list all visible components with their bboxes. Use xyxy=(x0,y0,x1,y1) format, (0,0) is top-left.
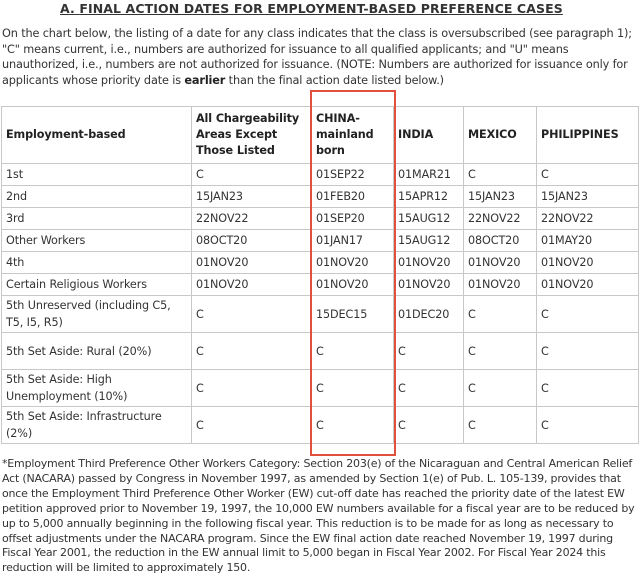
date-cell: C xyxy=(192,407,312,444)
date-cell: 01FEB20 xyxy=(312,186,394,208)
category-cell: 2nd xyxy=(2,186,192,208)
date-cell: C xyxy=(192,333,312,370)
date-cell: 15JAN23 xyxy=(192,186,312,208)
nacara-footnote: *Employment Third Preference Other Workers Category: Section 203(e) of the Nicaraguan and Central American Relief Act (NACARA) passed by Congress in November 1997, as amended by Section 1(e) of Pub. L. 105-139, provides that once the Employment Third Preference Other Worker (EW) cut-off date has reached the priority date of the latest EW petition approved prior to November 19, 1997, the 10,000 EW numbers available for a fiscal year are to be reduced by up to 5,000 annually beginning in the following fiscal year. This reduction is to be made for as long as necessary to offset adjustments under the NACARA program. Since the EW final action date reached November 19, 1997 during Fiscal Year 2001, the reduction in the EW annual limit to 5,000 began in Fiscal Year 2002. For Fiscal Year 2024 this reduction will be limited to approximately 150. xyxy=(2,457,635,575)
date-cell: 08OCT20 xyxy=(464,230,537,252)
date-cell: 01DEC20 xyxy=(394,296,464,333)
table-row xyxy=(2,186,639,208)
date-cell: 15JAN23 xyxy=(464,186,537,208)
table-row xyxy=(2,333,639,370)
date-cell: 01NOV20 xyxy=(312,274,394,296)
column-header: PHILIPPINES xyxy=(537,107,639,164)
section-heading xyxy=(60,1,563,16)
date-cell: 15APR12 xyxy=(394,186,464,208)
date-cell: 01SEP22 xyxy=(312,164,394,186)
date-cell: C xyxy=(537,407,639,444)
date-cell: C xyxy=(192,370,312,407)
date-cell: C xyxy=(312,370,394,407)
date-cell: C xyxy=(537,164,639,186)
category-cell: 1st xyxy=(2,164,192,186)
date-cell: 01NOV20 xyxy=(192,252,312,274)
date-cell: 01NOV20 xyxy=(464,252,537,274)
date-cell: C xyxy=(312,407,394,444)
column-header: CHINA-mainland born xyxy=(312,107,394,164)
date-cell: C xyxy=(464,164,537,186)
table-row xyxy=(2,274,639,296)
column-header: Employment-based xyxy=(2,107,192,164)
date-cell: 01NOV20 xyxy=(312,252,394,274)
date-cell: C xyxy=(537,370,639,407)
table-row xyxy=(2,230,639,252)
column-header: MEXICO xyxy=(464,107,537,164)
intro-text-end: than the final action date listed below.) xyxy=(225,73,444,87)
date-cell: C xyxy=(394,333,464,370)
category-cell: 4th xyxy=(2,252,192,274)
date-cell: C xyxy=(464,333,537,370)
date-cell: 08OCT20 xyxy=(192,230,312,252)
final-action-dates-table xyxy=(1,106,639,444)
table-row xyxy=(2,407,639,444)
date-cell: 22NOV22 xyxy=(464,208,537,230)
date-cell: C xyxy=(192,296,312,333)
table-row xyxy=(2,208,639,230)
column-header: All Chargeability Areas Except Those Listed xyxy=(192,107,312,164)
table-row xyxy=(2,370,639,407)
date-cell: 01MAY20 xyxy=(537,230,639,252)
section-letter: A. xyxy=(60,1,75,16)
date-cell: 01NOV20 xyxy=(537,274,639,296)
date-cell: 22NOV22 xyxy=(537,208,639,230)
date-cell: 01NOV20 xyxy=(394,274,464,296)
intro-paragraph xyxy=(2,26,638,88)
date-cell: C xyxy=(464,296,537,333)
table-row xyxy=(2,164,639,186)
date-cell: 15AUG12 xyxy=(394,208,464,230)
date-cell: C xyxy=(464,407,537,444)
category-cell: 5th Unreserved (including C5, T5, I5, R5) xyxy=(2,296,192,333)
category-cell: Certain Religious Workers xyxy=(2,274,192,296)
category-cell: Other Workers xyxy=(2,230,192,252)
date-cell: 01MAR21 xyxy=(394,164,464,186)
category-cell: 5th Set Aside: High Unemployment (10%) xyxy=(2,370,192,407)
intro-bold-word: earlier xyxy=(184,73,226,87)
date-cell: 01NOV20 xyxy=(394,252,464,274)
date-cell: C xyxy=(537,333,639,370)
table-row xyxy=(2,296,639,333)
date-cell: 01SEP20 xyxy=(312,208,394,230)
section-title: FINAL ACTION DATES FOR EMPLOYMENT-BASED PREFERENCE CASES xyxy=(79,1,563,16)
category-cell: 5th Set Aside: Infrastructure (2%) xyxy=(2,407,192,444)
category-cell: 3rd xyxy=(2,208,192,230)
date-cell: 01NOV20 xyxy=(192,274,312,296)
date-cell: C xyxy=(192,164,312,186)
date-cell: 15JAN23 xyxy=(537,186,639,208)
date-cell: C xyxy=(537,296,639,333)
intro-text: On the chart below, the listing of a date for any class indicates that the class is oversubscribed (see paragraph 1); "C" means current, i.e., numbers are authorized for issuance to all qualified applicants; and "U" means unauthorized, i.e., numbers are not authorized for issuance. (NOTE: Numbers are authorized for issuance only for applicants whose priority date is xyxy=(2,27,632,87)
date-cell: 15DEC15 xyxy=(312,296,394,333)
date-cell: 01NOV20 xyxy=(537,252,639,274)
date-cell: C xyxy=(312,333,394,370)
date-cell: C xyxy=(464,370,537,407)
date-cell: 01NOV20 xyxy=(464,274,537,296)
date-cell: 01JAN17 xyxy=(312,230,394,252)
column-header: INDIA xyxy=(394,107,464,164)
category-cell: 5th Set Aside: Rural (20%) xyxy=(2,333,192,370)
date-cell: 15AUG12 xyxy=(394,230,464,252)
date-cell: 22NOV22 xyxy=(192,208,312,230)
table-row xyxy=(2,252,639,274)
date-cell: C xyxy=(394,370,464,407)
table-header-row xyxy=(2,107,639,164)
date-cell: C xyxy=(394,407,464,444)
